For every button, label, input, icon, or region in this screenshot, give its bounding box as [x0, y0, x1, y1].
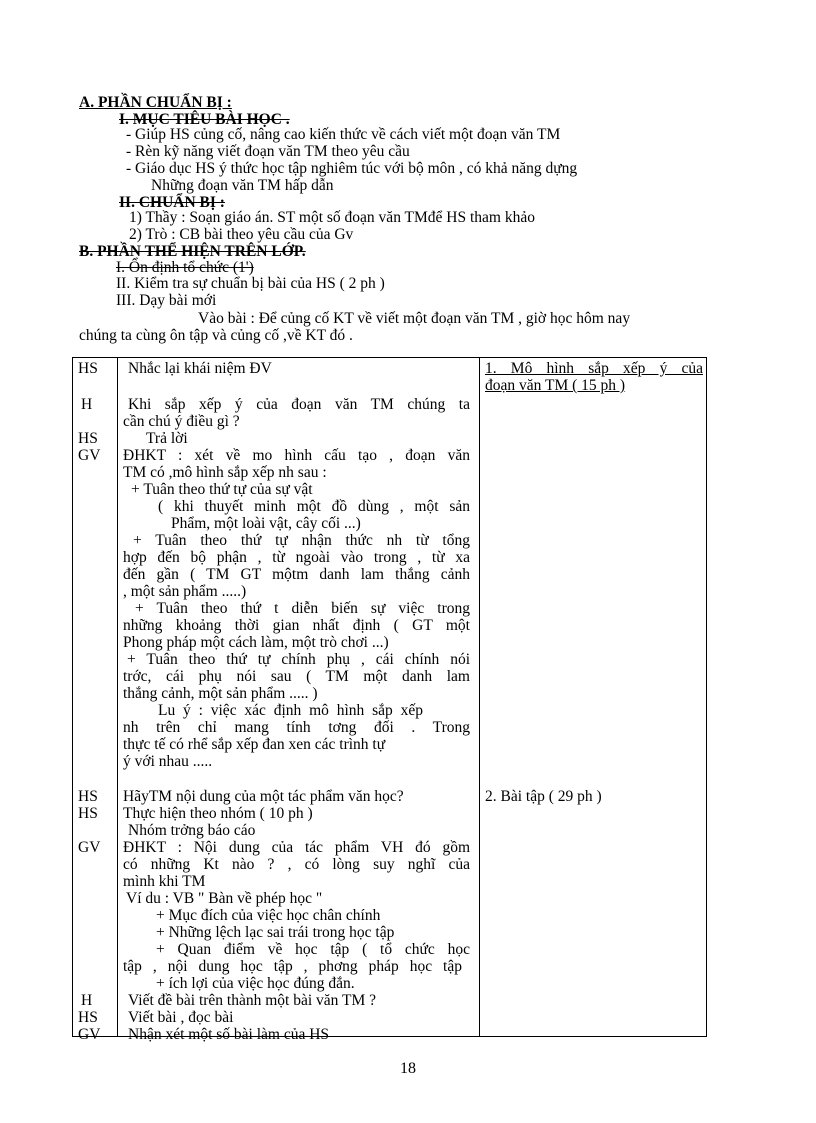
role-label: HS	[78, 360, 98, 377]
prep-line: 2) Trò : CB bài theo yêu cầu của Gv	[129, 226, 354, 243]
page-number: 18	[400, 1060, 416, 1077]
prep-line: 1) Thầy : Soạn giáo án. ST một số đoạn văn TMđể HS tham khảo	[129, 209, 535, 226]
content-line: ý với nhau .....	[123, 753, 213, 770]
section-title: 1. Mô hình sắp xếp ý của	[485, 360, 703, 377]
content-line: có những Kt nào ? , có lòng suy nghĩ của	[123, 856, 470, 873]
prep-heading: II. CHUẨN BỊ :	[119, 194, 225, 211]
step-line: III. Dạy bài mới	[116, 292, 217, 309]
step-line: II. Kiểm tra sự chuẩn bị bài của HS ( 2 ph )	[116, 275, 385, 292]
content-line: ĐHKT : Nội dung của tác phẩm VH đó gồm	[123, 839, 470, 856]
content-line: đến gần ( TM GT mộtm danh lam thắng cảnh	[123, 566, 470, 583]
content-line: tập , nội dung học tập , phơng pháp học tập	[123, 958, 462, 975]
content-line: Trả lời	[146, 430, 188, 447]
role-label: GV	[78, 839, 101, 856]
content-line: Nhắc lại khái niệm ĐV	[128, 360, 272, 377]
content-line: Phẩm, một loài vật, cây cối ...)	[171, 515, 361, 532]
section-title: đoạn văn TM ( 15 ph )	[485, 377, 626, 394]
content-line: Ví du : VB " Bàn về phép học "	[126, 890, 323, 907]
content-line: Nhóm trởng báo cáo	[128, 822, 256, 839]
role-label: HS	[78, 788, 98, 805]
content-line: Lu ý : việc xác định mô hình sắp xếp	[158, 702, 423, 719]
role-label: GV	[78, 1026, 101, 1043]
role-label: GV	[78, 447, 101, 464]
content-line: + Tuân theo thứ t diễn biến sự việc trong	[135, 600, 470, 617]
goal-line: - Rèn kỹ năng viết đoạn văn TM theo yêu cầu	[126, 143, 410, 160]
content-line: + Những lệch lạc sai trái trong học tập	[156, 924, 395, 941]
step-line: I. Ổn định tổ chức (1')	[116, 259, 254, 276]
content-line: , một sản phẩm .....)	[123, 583, 247, 600]
goal-line: Những đoạn văn TM hấp dẫn	[151, 177, 334, 194]
content-line: ĐHKT : xét về mo hình cấu tạo , đoạn văn	[123, 447, 470, 464]
content-line: mình khi TM	[123, 873, 206, 890]
content-line: + Tuân theo thứ tự chính phụ , cái chính nói	[127, 651, 470, 668]
content-line: HãyTM nội dung của một tác phẩm văn học?	[123, 788, 404, 805]
role-label: HS	[78, 805, 98, 822]
content-line: cần chú ý điều gì ?	[123, 413, 240, 430]
content-line: TM có ,mô hình sắp xếp nh sau :	[123, 464, 327, 481]
content-line: trớc, cái phụ nói sau ( TM một danh lam	[123, 668, 470, 685]
content-line: Khi sắp xếp ý của đoạn văn TM chúng ta	[128, 396, 470, 413]
lesson-table	[72, 357, 707, 1043]
objectives-heading: I. MỤC TIÊU BÀI HỌC .	[119, 111, 290, 128]
role-label: H	[81, 396, 93, 413]
content-line: hợp đến bộ phận , từ ngoài vào trong , từ xa	[123, 549, 470, 566]
role-label: HS	[78, 1009, 98, 1026]
part-a-heading: A. PHẦN CHUẨN BỊ :	[79, 94, 232, 111]
content-line: + Tuân theo thứ tự của sự vật	[131, 481, 313, 498]
content-line: ( khi thuyết minh một đồ dùng , một sản	[158, 498, 470, 515]
content-line: Phong pháp một cách làm, một trò chơi ...)	[123, 634, 389, 651]
content-line: + Mục đích của việc học chân chính	[156, 907, 381, 924]
content-line: thực tế có rhể sắp xếp đan xen các trình tự	[123, 736, 386, 753]
intro-line: chúng ta cùng ôn tập và củng cố ,về KT đó .	[79, 327, 353, 344]
role-label: HS	[78, 430, 98, 447]
goal-line: - Giúp HS củng cố, nâng cao kiến thức về cách viết một đoạn văn TM	[126, 126, 561, 143]
column-divider	[117, 358, 118, 1036]
intro-line: Vào bài : Để củng cố KT về viết một đoạn văn TM , giờ học hôm nay	[198, 310, 631, 327]
goal-line: - Giáo dục HS ý thức học tập nghiêm túc với bộ môn , có khả năng dựng	[126, 160, 578, 177]
column-divider	[479, 358, 480, 1036]
content-line: nh trên chỉ mang tính tơng đối . Trong	[123, 719, 470, 736]
content-line: Viết bài , đọc bài	[128, 1009, 234, 1026]
content-line: + Tuân theo thứ tự nhận thức nh từ tổng	[133, 532, 470, 549]
content-line: Viết đề bài trên thành một bài văn TM ?	[128, 992, 377, 1009]
section-title: 2. Bài tập ( 29 ph )	[485, 788, 602, 805]
content-line: thắng cảnh, một sản phẩm ..... )	[123, 685, 318, 702]
content-line: những khoảng thời gian nhất định ( GT một	[123, 617, 470, 634]
part-b-heading: B. PHẦN THỂ HIỆN TRÊN LỚP.	[79, 243, 306, 260]
content-line: + Quan điểm về học tập ( tổ chức học	[156, 941, 470, 958]
role-label: H	[81, 992, 93, 1009]
content-line: Nhận xét một số bài làm của HS	[128, 1026, 330, 1043]
content-line: + ích lợi của việc học đúng đắn.	[156, 975, 355, 992]
content-line: Thực hiện theo nhóm ( 10 ph )	[123, 805, 313, 822]
